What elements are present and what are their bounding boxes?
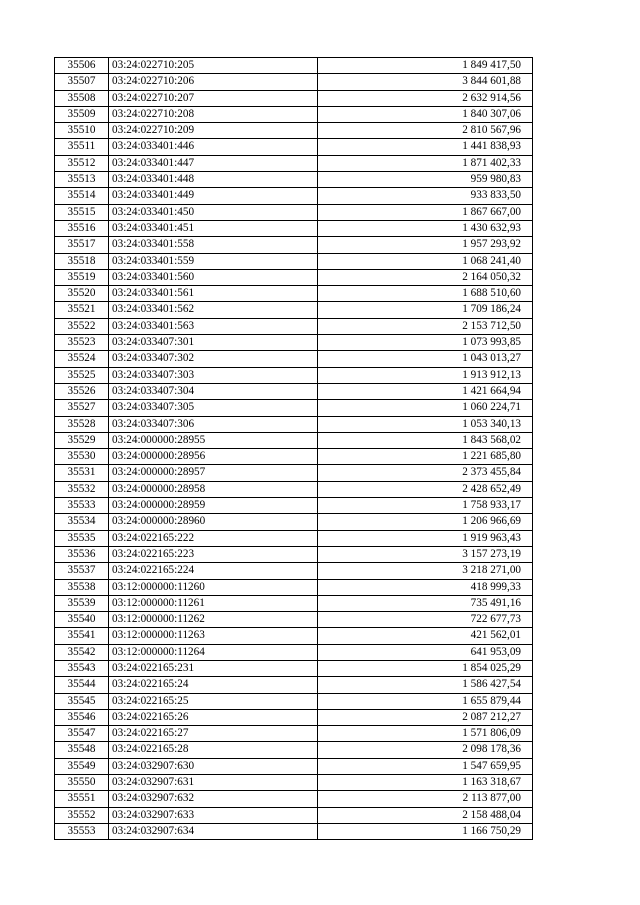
cadastral-number-cell: 03:24:022165:24 bbox=[109, 677, 318, 693]
row-number-cell: 35531 bbox=[55, 465, 109, 481]
table-row bbox=[55, 74, 533, 90]
table-row bbox=[55, 400, 533, 416]
table-row bbox=[55, 351, 533, 367]
cadastral-number-cell: 03:24:022165:222 bbox=[109, 530, 318, 546]
value-cell: 1 843 568,02 bbox=[318, 432, 533, 448]
value-cell: 1 871 402,33 bbox=[318, 155, 533, 171]
row-number-cell: 35513 bbox=[55, 172, 109, 188]
table-row bbox=[55, 465, 533, 481]
cadastral-number-cell: 03:24:022165:27 bbox=[109, 726, 318, 742]
value-cell: 3 157 273,19 bbox=[318, 546, 533, 562]
row-number-cell: 35511 bbox=[55, 139, 109, 155]
table-row bbox=[55, 106, 533, 122]
row-number-cell: 35529 bbox=[55, 432, 109, 448]
cadastral-number-cell: 03:24:033401:447 bbox=[109, 155, 318, 171]
value-cell: 2 087 212,27 bbox=[318, 709, 533, 725]
table-row bbox=[55, 579, 533, 595]
value-cell: 1 421 664,94 bbox=[318, 383, 533, 399]
row-number-cell: 35527 bbox=[55, 400, 109, 416]
cadastral-number-cell: 03:24:033401:446 bbox=[109, 139, 318, 155]
table-row bbox=[55, 123, 533, 139]
cadastral-number-cell: 03:24:022710:206 bbox=[109, 74, 318, 90]
row-number-cell: 35509 bbox=[55, 106, 109, 122]
cadastral-number-cell: 03:24:022165:231 bbox=[109, 660, 318, 676]
table-row bbox=[55, 709, 533, 725]
value-cell: 1 166 750,29 bbox=[318, 823, 533, 839]
value-cell: 1 709 186,24 bbox=[318, 302, 533, 318]
row-number-cell: 35550 bbox=[55, 775, 109, 791]
table-body bbox=[55, 58, 533, 840]
value-cell: 1 854 025,29 bbox=[318, 660, 533, 676]
row-number-cell: 35533 bbox=[55, 498, 109, 514]
row-number-cell: 35532 bbox=[55, 481, 109, 497]
row-number-cell: 35524 bbox=[55, 351, 109, 367]
value-cell: 1 571 806,09 bbox=[318, 726, 533, 742]
cadastral-number-cell: 03:12:000000:11262 bbox=[109, 612, 318, 628]
row-number-cell: 35518 bbox=[55, 253, 109, 269]
table-row bbox=[55, 660, 533, 676]
row-number-cell: 35522 bbox=[55, 318, 109, 334]
cadastral-number-cell: 03:24:033401:558 bbox=[109, 237, 318, 253]
table-row bbox=[55, 595, 533, 611]
table-row bbox=[55, 628, 533, 644]
table-row bbox=[55, 449, 533, 465]
value-cell: 1 867 667,00 bbox=[318, 204, 533, 220]
table-row bbox=[55, 546, 533, 562]
cadastral-number-cell: 03:24:000000:28956 bbox=[109, 449, 318, 465]
table-row bbox=[55, 514, 533, 530]
value-cell: 1 163 318,67 bbox=[318, 775, 533, 791]
value-cell: 722 677,73 bbox=[318, 612, 533, 628]
cadastral-number-cell: 03:24:022710:208 bbox=[109, 106, 318, 122]
table-row bbox=[55, 530, 533, 546]
row-number-cell: 35552 bbox=[55, 807, 109, 823]
cadastral-number-cell: 03:24:022165:223 bbox=[109, 546, 318, 562]
table-row bbox=[55, 563, 533, 579]
table-row bbox=[55, 286, 533, 302]
table-row bbox=[55, 220, 533, 236]
row-number-cell: 35517 bbox=[55, 237, 109, 253]
cadastral-number-cell: 03:24:033407:302 bbox=[109, 351, 318, 367]
cadastral-number-cell: 03:12:000000:11260 bbox=[109, 579, 318, 595]
value-cell: 1 068 241,40 bbox=[318, 253, 533, 269]
row-number-cell: 35537 bbox=[55, 563, 109, 579]
value-cell: 1 758 933,17 bbox=[318, 498, 533, 514]
row-number-cell: 35543 bbox=[55, 660, 109, 676]
cadastral-number-cell: 03:24:033401:559 bbox=[109, 253, 318, 269]
value-cell: 2 373 455,84 bbox=[318, 465, 533, 481]
cadastral-number-cell: 03:24:022710:209 bbox=[109, 123, 318, 139]
table-row bbox=[55, 644, 533, 660]
cadastral-number-cell: 03:12:000000:11261 bbox=[109, 595, 318, 611]
cadastral-number-cell: 03:24:022710:205 bbox=[109, 58, 318, 74]
row-number-cell: 35514 bbox=[55, 188, 109, 204]
row-number-cell: 35545 bbox=[55, 693, 109, 709]
cadastral-number-cell: 03:24:033401:450 bbox=[109, 204, 318, 220]
row-number-cell: 35540 bbox=[55, 612, 109, 628]
table-row bbox=[55, 237, 533, 253]
value-cell: 1 547 659,95 bbox=[318, 758, 533, 774]
row-number-cell: 35553 bbox=[55, 823, 109, 839]
cadastral-number-cell: 03:24:033407:304 bbox=[109, 383, 318, 399]
row-number-cell: 35519 bbox=[55, 269, 109, 285]
table-row bbox=[55, 269, 533, 285]
value-cell: 2 428 652,49 bbox=[318, 481, 533, 497]
table-row bbox=[55, 139, 533, 155]
value-cell: 421 562,01 bbox=[318, 628, 533, 644]
table-row bbox=[55, 677, 533, 693]
cadastral-number-cell: 03:24:022165:25 bbox=[109, 693, 318, 709]
cadastral-number-cell: 03:24:032907:630 bbox=[109, 758, 318, 774]
value-cell: 2 164 050,32 bbox=[318, 269, 533, 285]
value-cell: 1 206 966,69 bbox=[318, 514, 533, 530]
table-row bbox=[55, 302, 533, 318]
table-row bbox=[55, 807, 533, 823]
value-cell: 1 688 510,60 bbox=[318, 286, 533, 302]
row-number-cell: 35512 bbox=[55, 155, 109, 171]
cadastral-number-cell: 03:24:033401:560 bbox=[109, 269, 318, 285]
cadastral-number-cell: 03:24:033401:561 bbox=[109, 286, 318, 302]
row-number-cell: 35515 bbox=[55, 204, 109, 220]
value-cell: 2 632 914,56 bbox=[318, 90, 533, 106]
value-cell: 1 840 307,06 bbox=[318, 106, 533, 122]
cadastral-number-cell: 03:12:000000:11263 bbox=[109, 628, 318, 644]
cadastral-number-cell: 03:24:032907:634 bbox=[109, 823, 318, 839]
cadastral-number-cell: 03:24:000000:28960 bbox=[109, 514, 318, 530]
value-cell: 418 999,33 bbox=[318, 579, 533, 595]
value-cell: 3 218 271,00 bbox=[318, 563, 533, 579]
cadastral-number-cell: 03:24:032907:632 bbox=[109, 791, 318, 807]
table-row bbox=[55, 383, 533, 399]
row-number-cell: 35523 bbox=[55, 335, 109, 351]
value-cell: 735 491,16 bbox=[318, 595, 533, 611]
row-number-cell: 35510 bbox=[55, 123, 109, 139]
cadastral-number-cell: 03:24:033401:448 bbox=[109, 172, 318, 188]
table-row bbox=[55, 612, 533, 628]
row-number-cell: 35548 bbox=[55, 742, 109, 758]
row-number-cell: 35520 bbox=[55, 286, 109, 302]
value-cell: 1 957 293,92 bbox=[318, 237, 533, 253]
value-cell: 1 053 340,13 bbox=[318, 416, 533, 432]
row-number-cell: 35506 bbox=[55, 58, 109, 74]
row-number-cell: 35547 bbox=[55, 726, 109, 742]
value-cell: 933 833,50 bbox=[318, 188, 533, 204]
table-row bbox=[55, 188, 533, 204]
cadastral-number-cell: 03:24:033407:303 bbox=[109, 367, 318, 383]
cadastral-number-cell: 03:24:022165:28 bbox=[109, 742, 318, 758]
table-row bbox=[55, 204, 533, 220]
table-row bbox=[55, 742, 533, 758]
row-number-cell: 35530 bbox=[55, 449, 109, 465]
row-number-cell: 35535 bbox=[55, 530, 109, 546]
cadastral-number-cell: 03:24:033407:305 bbox=[109, 400, 318, 416]
table-row bbox=[55, 758, 533, 774]
value-cell: 1 060 224,71 bbox=[318, 400, 533, 416]
row-number-cell: 35551 bbox=[55, 791, 109, 807]
table-row bbox=[55, 335, 533, 351]
table-row bbox=[55, 498, 533, 514]
row-number-cell: 35542 bbox=[55, 644, 109, 660]
cadastral-number-cell: 03:24:000000:28955 bbox=[109, 432, 318, 448]
cadastral-number-cell: 03:12:000000:11264 bbox=[109, 644, 318, 660]
value-cell: 1 849 417,50 bbox=[318, 58, 533, 74]
table-row bbox=[55, 726, 533, 742]
cadastral-number-cell: 03:24:032907:631 bbox=[109, 775, 318, 791]
table-row bbox=[55, 791, 533, 807]
cadastral-number-cell: 03:24:000000:28959 bbox=[109, 498, 318, 514]
cadastral-number-cell: 03:24:022710:207 bbox=[109, 90, 318, 106]
row-number-cell: 35538 bbox=[55, 579, 109, 595]
value-cell: 1 073 993,85 bbox=[318, 335, 533, 351]
table-row bbox=[55, 172, 533, 188]
value-cell: 2 153 712,50 bbox=[318, 318, 533, 334]
cadastral-number-cell: 03:24:000000:28957 bbox=[109, 465, 318, 481]
value-cell: 2 113 877,00 bbox=[318, 791, 533, 807]
row-number-cell: 35507 bbox=[55, 74, 109, 90]
value-cell: 1 441 838,93 bbox=[318, 139, 533, 155]
cadastral-number-cell: 03:24:033401:563 bbox=[109, 318, 318, 334]
cadastral-number-cell: 03:24:033401:562 bbox=[109, 302, 318, 318]
row-number-cell: 35536 bbox=[55, 546, 109, 562]
value-cell: 1 919 963,43 bbox=[318, 530, 533, 546]
value-cell: 1 221 685,80 bbox=[318, 449, 533, 465]
table-row bbox=[55, 253, 533, 269]
cadastral-number-cell: 03:24:033407:306 bbox=[109, 416, 318, 432]
row-number-cell: 35525 bbox=[55, 367, 109, 383]
row-number-cell: 35549 bbox=[55, 758, 109, 774]
cadastral-number-cell: 03:24:033401:451 bbox=[109, 220, 318, 236]
row-number-cell: 35508 bbox=[55, 90, 109, 106]
value-cell: 959 980,83 bbox=[318, 172, 533, 188]
table-row bbox=[55, 432, 533, 448]
row-number-cell: 35521 bbox=[55, 302, 109, 318]
table-row bbox=[55, 823, 533, 839]
row-number-cell: 35526 bbox=[55, 383, 109, 399]
cadastral-number-cell: 03:24:032907:633 bbox=[109, 807, 318, 823]
row-number-cell: 35516 bbox=[55, 220, 109, 236]
cadastral-number-cell: 03:24:033407:301 bbox=[109, 335, 318, 351]
row-number-cell: 35539 bbox=[55, 595, 109, 611]
value-cell: 1 430 632,93 bbox=[318, 220, 533, 236]
value-cell: 1 586 427,54 bbox=[318, 677, 533, 693]
cadastral-number-cell: 03:24:033401:449 bbox=[109, 188, 318, 204]
table-row bbox=[55, 416, 533, 432]
table-row bbox=[55, 775, 533, 791]
value-cell: 3 844 601,88 bbox=[318, 74, 533, 90]
row-number-cell: 35528 bbox=[55, 416, 109, 432]
row-number-cell: 35534 bbox=[55, 514, 109, 530]
table-row bbox=[55, 693, 533, 709]
value-cell: 1 913 912,13 bbox=[318, 367, 533, 383]
row-number-cell: 35546 bbox=[55, 709, 109, 725]
row-number-cell: 35541 bbox=[55, 628, 109, 644]
table-row bbox=[55, 481, 533, 497]
table-row bbox=[55, 318, 533, 334]
value-cell: 2 098 178,36 bbox=[318, 742, 533, 758]
value-cell: 641 953,09 bbox=[318, 644, 533, 660]
data-table bbox=[54, 57, 533, 840]
value-cell: 1 043 013,27 bbox=[318, 351, 533, 367]
table-row bbox=[55, 90, 533, 106]
table-row bbox=[55, 58, 533, 74]
value-cell: 2 158 488,04 bbox=[318, 807, 533, 823]
cadastral-number-cell: 03:24:022165:224 bbox=[109, 563, 318, 579]
value-cell: 2 810 567,96 bbox=[318, 123, 533, 139]
cadastral-number-cell: 03:24:000000:28958 bbox=[109, 481, 318, 497]
table-row bbox=[55, 155, 533, 171]
table-row bbox=[55, 367, 533, 383]
value-cell: 1 655 879,44 bbox=[318, 693, 533, 709]
cadastral-number-cell: 03:24:022165:26 bbox=[109, 709, 318, 725]
row-number-cell: 35544 bbox=[55, 677, 109, 693]
